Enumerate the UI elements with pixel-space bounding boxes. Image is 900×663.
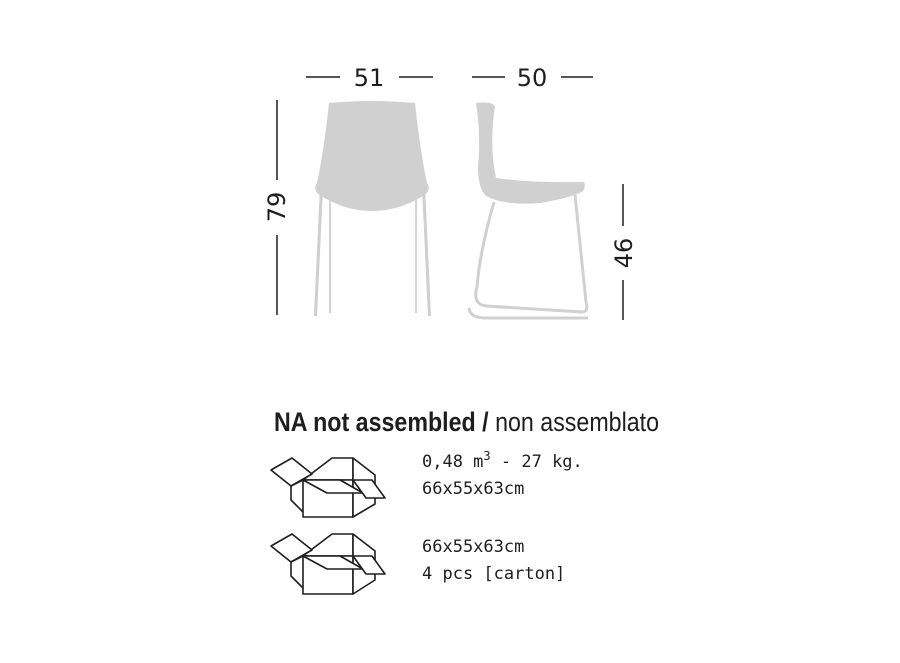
single-box-size: 66x55x63cm [422,479,525,499]
height-label: 79 [263,191,291,223]
multi-box-size: 66x55x63cm [422,537,525,557]
seat-height-label: 46 [610,237,638,269]
side-seat-shell [476,102,585,203]
single-volume-prefix: 0,48 m [422,452,484,472]
multi-box-quantity: 4 pcs [carton] [422,564,566,584]
packaging-heading-bold: NA not assembled / [274,407,489,437]
packaging-heading-regular: non assemblato [495,407,660,437]
open-box-icon [268,530,390,598]
single-weight: - 27 kg. [490,452,583,472]
single-box-spec [422,449,583,503]
chair-front-view [314,101,431,316]
chair-side-view [469,102,588,318]
front-right-leg [422,186,431,316]
side-sled-frame [476,195,587,312]
packaging-heading [274,405,659,439]
width-label: 51 [353,64,385,92]
multi-box-spec [422,534,565,588]
front-left-leg [314,186,323,316]
front-seat-shell [315,101,429,211]
depth-label: 50 [516,64,548,92]
open-box-icon [268,454,390,520]
single-volume-exponent: 3 [483,449,491,463]
